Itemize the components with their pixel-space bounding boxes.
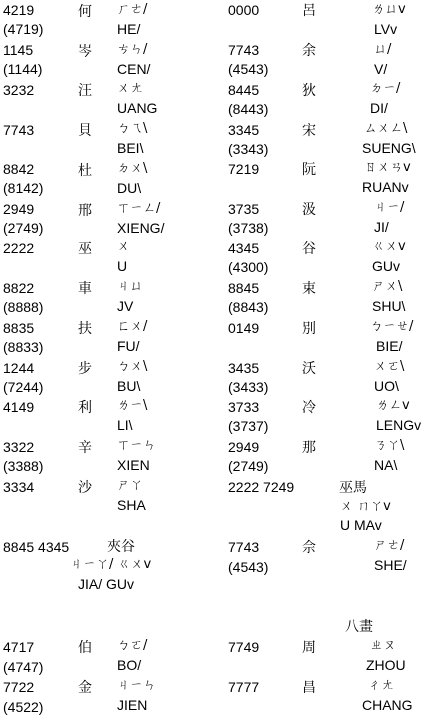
surname-char: 那 xyxy=(302,440,316,456)
pinyin: SHE/ xyxy=(374,557,407,573)
pinyin: JIA/ GUv xyxy=(78,576,135,592)
zhuyin: ㄙㄨㄥ\ xyxy=(364,121,408,136)
pinyin: DI/ xyxy=(370,100,388,116)
surname-char: 狄 xyxy=(302,83,316,99)
code: 1145 xyxy=(3,42,34,58)
surname-char: 利 xyxy=(78,400,92,416)
pinyin: U xyxy=(117,258,128,274)
pinyin: FU/ xyxy=(117,338,140,354)
pinyin: RUANv xyxy=(362,179,409,195)
surname-char: 岑 xyxy=(78,44,92,60)
code-alt: (4719) xyxy=(3,21,44,37)
zhuyin: ㄋㄚ\ xyxy=(374,438,405,453)
pinyin: GUv xyxy=(372,258,400,274)
zhuyin: ㄈㄨ/ xyxy=(117,319,148,334)
pinyin: HE/ xyxy=(117,21,141,37)
surname-char: 別 xyxy=(302,321,316,337)
zhuyin: ㄕㄚ xyxy=(117,478,144,493)
code: 8835 xyxy=(3,320,35,336)
code: 8445 xyxy=(228,82,260,98)
code: 2222 xyxy=(3,240,35,256)
surname-char: 貝 xyxy=(78,123,92,139)
pinyin: DU\ xyxy=(117,180,142,196)
code-alt: (4300) xyxy=(228,259,269,275)
surname-char: 沃 xyxy=(302,361,316,377)
code: 3435 xyxy=(228,360,260,376)
code-alt: (8833) xyxy=(3,339,44,355)
zhuyin: ㄨㄛ\ xyxy=(374,359,405,374)
zhuyin: ㄖㄨㄢv xyxy=(364,160,411,175)
pinyin: BEI\ xyxy=(117,140,144,156)
surname-char: 步 xyxy=(78,361,92,377)
zhuyin: ㄨ xyxy=(117,239,131,254)
code: 7743 xyxy=(228,42,260,58)
surname-char: 余 xyxy=(302,43,316,59)
zhuyin: ㄉㄧ/ xyxy=(370,81,401,96)
code-alt: (3737) xyxy=(228,418,269,434)
surname-char: 冷 xyxy=(302,400,316,416)
zhuyin: ㄍㄨv xyxy=(372,239,406,254)
code: 3232 xyxy=(3,82,35,98)
zhuyin: ㄅㄨ\ xyxy=(117,359,148,374)
zhuyin: ㄌㄩv xyxy=(372,2,406,17)
zhuyin: ㄌㄥv xyxy=(376,398,410,413)
pinyin: JV xyxy=(117,298,134,314)
surname-char: 束 xyxy=(302,281,316,297)
code: 7749 xyxy=(228,639,260,655)
zhuyin: ㄨㄤ xyxy=(117,81,144,96)
zhuyin: ㄅㄛ/ xyxy=(117,638,148,653)
code: 4149 xyxy=(3,399,35,415)
surname-char: 巫 xyxy=(78,241,92,257)
code-alt: (8843) xyxy=(228,299,269,315)
zhuyin: ㄕㄜ/ xyxy=(374,538,405,553)
surname-chars: 夾谷 xyxy=(107,539,135,555)
code-alt: (7244) xyxy=(3,379,44,395)
zhuyin: ㄩ/ xyxy=(374,42,392,57)
surname-char: 邢 xyxy=(78,203,92,219)
surname-char: 扶 xyxy=(78,321,92,337)
section-heading: 八畫 xyxy=(345,618,373,634)
zhuyin: ㄔㄤ xyxy=(368,678,395,693)
code: 8822 xyxy=(3,280,35,296)
pinyin: XIEN xyxy=(117,457,150,473)
pinyin: JIEN xyxy=(117,697,148,713)
zhuyin: ㄨ ㄇㄚv xyxy=(340,499,391,514)
code: 0000 xyxy=(228,2,260,18)
code-alt: (2749) xyxy=(3,220,44,236)
code: 2949 xyxy=(228,439,260,455)
surname-char: 杜 xyxy=(78,163,92,179)
zhuyin: ㄒㄧㄣ xyxy=(117,438,157,453)
code: 4345 xyxy=(228,240,260,256)
code-alt: (4522) xyxy=(3,699,44,715)
surname-char: 周 xyxy=(302,640,316,656)
code: 4219 xyxy=(3,2,35,18)
zhuyin: ㄒㄧㄥ/ xyxy=(117,201,161,216)
surname-chars: 巫馬 xyxy=(339,480,367,496)
code: 4717 xyxy=(3,639,35,655)
code: 7722 xyxy=(3,679,35,695)
pinyin: SUENG\ xyxy=(362,140,416,156)
code: 7777 xyxy=(228,679,260,695)
surname-char: 沙 xyxy=(78,480,92,496)
surname-char: 車 xyxy=(78,281,92,297)
code-alt: (2749) xyxy=(228,458,269,474)
surname-char: 阮 xyxy=(302,162,316,178)
surname-char: 昌 xyxy=(302,680,316,696)
code: 3345 xyxy=(228,122,260,138)
code: 8845 4345 xyxy=(3,539,70,555)
pinyin: BO/ xyxy=(117,657,142,673)
pinyin: XIENG/ xyxy=(117,220,165,236)
code: 3735 xyxy=(228,201,260,217)
zhuyin: ㄏㄜ/ xyxy=(117,2,148,17)
code-alt: (3388) xyxy=(3,458,44,474)
code-alt: (4543) xyxy=(228,61,269,77)
zhuyin: ㄐㄧㄣ xyxy=(117,678,157,693)
code: 0149 xyxy=(228,320,260,336)
code: 8845 xyxy=(228,280,260,296)
code: 1244 xyxy=(3,360,35,376)
code: 3733 xyxy=(228,399,260,415)
zhuyin: ㄓㄡ xyxy=(370,638,397,653)
code-alt: (8443) xyxy=(228,101,269,117)
surname-char: 汲 xyxy=(302,202,316,218)
code-alt: (3433) xyxy=(228,379,269,395)
code-alt: (3343) xyxy=(228,141,269,157)
pinyin: SHA xyxy=(117,497,146,513)
code: 2222 7249 xyxy=(228,479,295,495)
code: 2949 xyxy=(3,201,35,217)
code-alt: (3738) xyxy=(228,220,269,236)
surname-char: 汪 xyxy=(78,83,92,99)
code: 7219 xyxy=(228,161,260,177)
code: 7743 xyxy=(3,122,35,138)
zhuyin: ㄘㄣ/ xyxy=(117,42,148,57)
pinyin: NA\ xyxy=(374,457,398,473)
surname-char: 佘 xyxy=(302,540,316,556)
code-alt: (4543) xyxy=(228,559,269,575)
zhuyin: ㄌㄧ\ xyxy=(117,398,148,413)
pinyin: UO\ xyxy=(374,378,399,394)
pinyin: JI/ xyxy=(374,219,389,235)
surname-char: 金 xyxy=(78,680,92,696)
zhuyin: ㄐㄧ/ xyxy=(374,200,405,215)
pinyin: LI\ xyxy=(117,417,133,433)
surname-char: 谷 xyxy=(302,241,316,257)
code: 3334 xyxy=(3,479,35,495)
surname-char: 何 xyxy=(78,4,92,20)
surname-char: 宋 xyxy=(302,123,316,139)
code: 8842 xyxy=(3,161,35,177)
code-alt: (4747) xyxy=(3,659,44,675)
zhuyin: ㄅㄧㄝ/ xyxy=(370,319,414,334)
code-alt: (8888) xyxy=(3,299,44,315)
surname-char: 辛 xyxy=(78,440,92,456)
code-alt: (8142) xyxy=(3,180,44,196)
pinyin: BU\ xyxy=(117,378,141,394)
zhuyin: ㄉㄨ\ xyxy=(117,161,148,176)
zhuyin: ㄅㄟ\ xyxy=(117,121,148,136)
code: 3322 xyxy=(3,439,35,455)
pinyin: ZHOU xyxy=(366,657,406,673)
code: 7743 xyxy=(228,539,260,555)
pinyin: V/ xyxy=(374,61,388,77)
pinyin: UANG xyxy=(117,100,158,116)
pinyin: U MAv xyxy=(340,517,382,533)
pinyin: LENGv xyxy=(376,417,422,433)
surname-char: 伯 xyxy=(78,640,92,656)
surname-char: 呂 xyxy=(302,3,316,19)
zhuyin: ㄐㄧㄚ/ ㄍㄨv xyxy=(70,557,152,572)
pinyin: SHU\ xyxy=(372,298,406,314)
pinyin: BIE/ xyxy=(376,338,403,354)
pinyin: CEN/ xyxy=(117,61,151,77)
pinyin: CHANG xyxy=(362,697,413,713)
pinyin: LVv xyxy=(374,21,398,37)
code-alt: (1144) xyxy=(3,61,43,77)
zhuyin: ㄐㄩ xyxy=(117,279,144,294)
zhuyin: ㄕㄨ\ xyxy=(372,279,403,294)
